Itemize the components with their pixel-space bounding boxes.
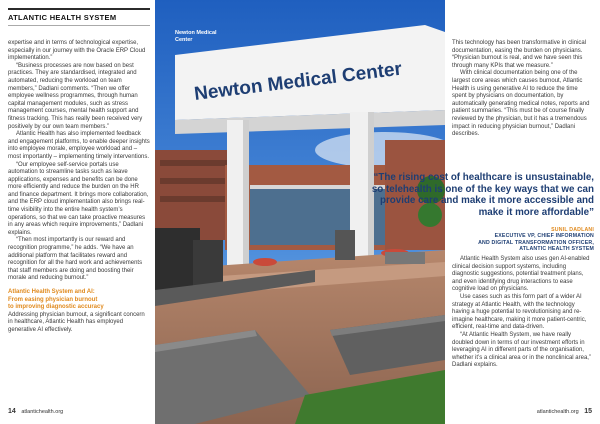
- subheading-line-2: From easing physician burnout: [8, 296, 98, 303]
- page-number-right: 15: [584, 408, 592, 415]
- attribution-name: SUNIL DADLANI: [551, 227, 594, 233]
- left-paragraph-2: “Business processes are now based on best practices. They are standardised, integrated and automated, reducing the workload on team members,” Dadlani comments. “Then we offer employee wellness programmes, through human capital management modules, such as stress management courses, mental health support and fitness tracking. This has really been received very positively by our own team members.”: [8, 62, 143, 130]
- right-lower-paragraph-3: “At Atlantic Health System, we have really doubled down in terms of our investment efforts in leveraging AI in different parts of the organisation, whether it’s a clinical area or in the nonclinical area,” Dadlani explains.: [452, 331, 591, 369]
- pull-quote: “The rising cost of healthcare is unsustainable, so telehealth is one of the key ways that we can provide care and make it more accessible and make it more affordable”: [371, 172, 594, 218]
- right-lower-paragraph-2: Use cases such as this form part of a wider AI strategy at Atlantic Health, with the technology having a huge potential to revolutionising and re-imagine healthcare, making it more patient-centric, efficient, real-time and data-driven.: [452, 293, 587, 331]
- header-divider: [8, 25, 150, 26]
- right-column-lower: [452, 256, 594, 370]
- photo-caption: [175, 30, 217, 43]
- photo-caption-line-1: Newton Medical: [175, 30, 217, 36]
- left-paragraph-1: expertise and in terms of technological expertise, especially in our journey with the Oracle ERP Cloud implementation.”: [8, 40, 146, 62]
- left-paragraph-4: “Our employee self-service portals use automation to streamline tasks such as leave applications, expenses and benefits can be done more efficiently and reduce the burden on the HR and finance department. It brings more collaboration, and the ERP cloud implementation also brings real-time visibility into the entire health system’s operations, so that we can take proactive measures in any areas which require improvements,” Dadlani explains.: [8, 161, 149, 236]
- footer-site-left: atlantichealth.org: [21, 409, 64, 415]
- subheading-line-3: to improving diagnostic accuracy: [8, 304, 104, 311]
- right-column: [452, 40, 594, 139]
- left-paragraph-5: “Then most importantly is our reward and recognition programme,” he adds. “We have an additional platform that facilitates reward and recognition for all the hard work and achievements that staff members are doing and boosting their morale and reducing burnout.”: [8, 237, 143, 282]
- footer-right: [537, 408, 592, 415]
- canopy-sign: Newton Medical Center: [193, 58, 404, 105]
- quote-attribution: [440, 227, 594, 253]
- footer-site-right: atlantichealth.org: [536, 409, 579, 415]
- right-lower-paragraph-1: Atlantic Health System also uses gen AI-enabled clinical decision support systems, including diagnostic suggestions, potential treatment plans, and even identifying drug interactions to ease cognitive load on physicians.: [452, 256, 590, 293]
- section-header: [8, 8, 150, 22]
- section-title: ATLANTIC HEALTH SYSTEM: [8, 13, 117, 22]
- photo-caption-line-2: Center: [175, 36, 193, 43]
- right-paragraph-1: This technology has been transformative in clinical documentation, easing the burden on physicians. “Physician burnout is real, and we have seen this through many KPIs that we measure.”: [452, 40, 587, 69]
- subheading: [8, 289, 150, 312]
- footer-left: [8, 408, 63, 415]
- attribution-role-line-3: ATLANTIC HEALTH SYSTEM: [519, 246, 594, 253]
- left-column: [8, 40, 150, 335]
- left-paragraph-6: Addressing physician burnout, a significant concern in healthcare, Atlantic Health has employed generative AI effectively.: [8, 311, 145, 333]
- attribution-role-line-1: EXECUTIVE VP, CHIEF INFORMATION: [494, 233, 594, 240]
- subheading-line-1: Atlantic Health System and AI:: [8, 289, 95, 295]
- page-number-left: 14: [8, 408, 16, 415]
- attribution-role-line-2: AND DIGITAL TRANSFORMATION OFFICER,: [478, 239, 594, 246]
- right-paragraph-2: With clinical documentation being one of the largest core areas which causes burnout, Atlantic Health is using generative AI to reduce the time spent by physicians on documentation, by automatically generating medical notes, reports and patient summaries. “This must be of course finally reviewed by the physician, but it has a tremendous impact in reducing physician burnout,” Dadlani describes.: [452, 70, 590, 138]
- left-paragraph-3: Atlantic Health has also implemented feedback and engagement platforms, to enable deeper insights into employee morale, employee workload and – most importantly – implementing timely interventions.: [8, 131, 150, 160]
